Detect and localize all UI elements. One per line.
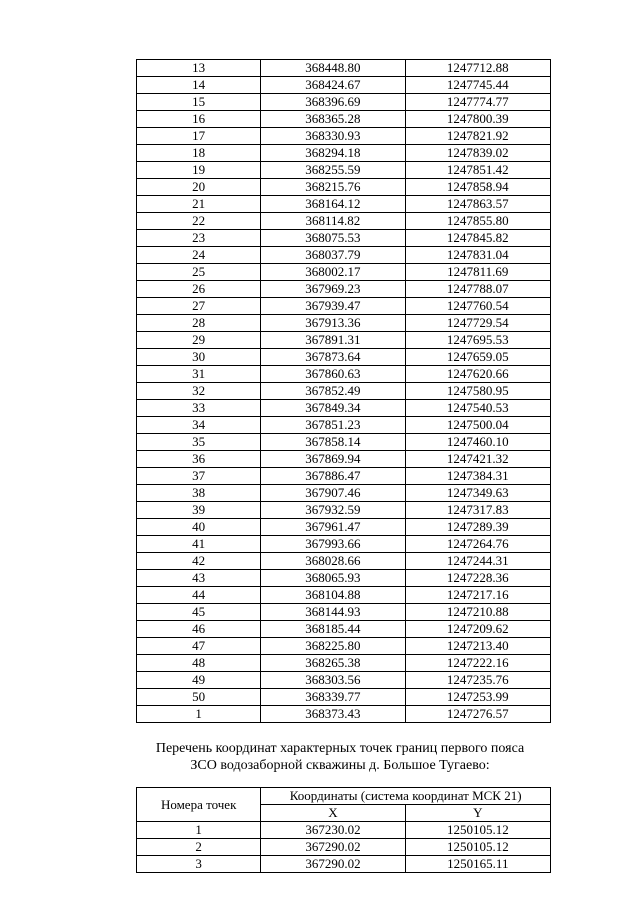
point-number-cell: 3	[137, 856, 261, 873]
y-coordinate-cell: 1247821.92	[405, 128, 550, 145]
point-number-cell: 24	[137, 247, 261, 264]
x-coordinate-cell: 368294.18	[261, 145, 405, 162]
y-coordinate-cell: 1247774.77	[405, 94, 550, 111]
point-number-cell: 43	[137, 570, 261, 587]
x-coordinate-cell: 367891.31	[261, 332, 405, 349]
table-row	[137, 417, 551, 434]
x-coordinate-cell: 368265.38	[261, 655, 405, 672]
y-coordinate-cell: 1250165.11	[405, 856, 550, 873]
table-row	[137, 451, 551, 468]
y-coordinate-cell: 1247620.66	[405, 366, 550, 383]
header-x: X	[261, 805, 405, 822]
point-number-cell: 39	[137, 502, 261, 519]
x-coordinate-cell: 368339.77	[261, 689, 405, 706]
point-number-cell: 23	[137, 230, 261, 247]
x-coordinate-cell: 368365.28	[261, 111, 405, 128]
y-coordinate-cell: 1247851.42	[405, 162, 550, 179]
y-coordinate-cell: 1247811.69	[405, 264, 550, 281]
y-coordinate-cell: 1247253.99	[405, 689, 550, 706]
table-row	[137, 162, 551, 179]
y-coordinate-cell: 1247845.82	[405, 230, 550, 247]
y-coordinate-cell: 1247760.54	[405, 298, 550, 315]
x-coordinate-cell: 367939.47	[261, 298, 405, 315]
x-coordinate-cell: 368373.43	[261, 706, 405, 723]
y-coordinate-cell: 1247540.53	[405, 400, 550, 417]
table-row	[137, 638, 551, 655]
coordinates-table-body	[137, 60, 551, 723]
y-coordinate-cell: 1247460.10	[405, 434, 550, 451]
y-coordinate-cell: 1247839.02	[405, 145, 550, 162]
x-coordinate-cell: 367851.23	[261, 417, 405, 434]
y-coordinate-cell: 1247831.04	[405, 247, 550, 264]
table-row	[137, 111, 551, 128]
point-number-cell: 15	[137, 94, 261, 111]
first-zone-table-body	[137, 822, 551, 873]
table-row	[137, 213, 551, 230]
point-number-cell: 48	[137, 655, 261, 672]
header-point-numbers: Номера точек	[137, 788, 261, 822]
y-coordinate-cell: 1247788.07	[405, 281, 550, 298]
x-coordinate-cell: 367849.34	[261, 400, 405, 417]
point-number-cell: 46	[137, 621, 261, 638]
point-number-cell: 49	[137, 672, 261, 689]
table-row	[137, 536, 551, 553]
x-coordinate-cell: 367852.49	[261, 383, 405, 400]
y-coordinate-cell: 1247421.32	[405, 451, 550, 468]
point-number-cell: 26	[137, 281, 261, 298]
table-row	[137, 264, 551, 281]
header-coordinates-system: Координаты (система координат МСК 21)	[261, 788, 551, 805]
x-coordinate-cell: 368065.93	[261, 570, 405, 587]
table-row	[137, 77, 551, 94]
x-coordinate-cell: 367961.47	[261, 519, 405, 536]
x-coordinate-cell: 367860.63	[261, 366, 405, 383]
point-number-cell: 2	[137, 839, 261, 856]
x-coordinate-cell: 367290.02	[261, 839, 405, 856]
table-row	[137, 281, 551, 298]
point-number-cell: 32	[137, 383, 261, 400]
point-number-cell: 27	[137, 298, 261, 315]
table-row	[137, 298, 551, 315]
y-coordinate-cell: 1247349.63	[405, 485, 550, 502]
y-coordinate-cell: 1247289.39	[405, 519, 550, 536]
point-number-cell: 25	[137, 264, 261, 281]
point-number-cell: 50	[137, 689, 261, 706]
y-coordinate-cell: 1247745.44	[405, 77, 550, 94]
table-row	[137, 434, 551, 451]
point-number-cell: 17	[137, 128, 261, 145]
x-coordinate-cell: 367993.66	[261, 536, 405, 553]
y-coordinate-cell: 1247863.57	[405, 196, 550, 213]
y-coordinate-cell: 1247500.04	[405, 417, 550, 434]
x-coordinate-cell: 367873.64	[261, 349, 405, 366]
point-number-cell: 22	[137, 213, 261, 230]
table-row	[137, 621, 551, 638]
x-coordinate-cell: 368075.53	[261, 230, 405, 247]
y-coordinate-cell: 1247384.31	[405, 468, 550, 485]
table-row	[137, 366, 551, 383]
y-coordinate-cell: 1247228.36	[405, 570, 550, 587]
table-row	[137, 247, 551, 264]
table-row	[137, 839, 551, 856]
x-coordinate-cell: 367907.46	[261, 485, 405, 502]
table-row	[137, 822, 551, 839]
point-number-cell: 18	[137, 145, 261, 162]
point-number-cell: 40	[137, 519, 261, 536]
point-number-cell: 47	[137, 638, 261, 655]
y-coordinate-cell: 1247855.80	[405, 213, 550, 230]
y-coordinate-cell: 1247695.53	[405, 332, 550, 349]
x-coordinate-cell: 368215.76	[261, 179, 405, 196]
table-row	[137, 485, 551, 502]
point-number-cell: 19	[137, 162, 261, 179]
x-coordinate-cell: 367886.47	[261, 468, 405, 485]
table-row	[137, 519, 551, 536]
point-number-cell: 37	[137, 468, 261, 485]
point-number-cell: 30	[137, 349, 261, 366]
point-number-cell: 13	[137, 60, 261, 77]
y-coordinate-cell: 1247800.39	[405, 111, 550, 128]
table-row	[137, 570, 551, 587]
table-row	[137, 689, 551, 706]
caption-line-2: ЗСО водозаборной скважины д. Большое Тугаево:	[190, 758, 490, 773]
x-coordinate-cell: 368114.82	[261, 213, 405, 230]
section-caption	[130, 740, 550, 774]
x-coordinate-cell: 368185.44	[261, 621, 405, 638]
table-row	[137, 145, 551, 162]
x-coordinate-cell: 368448.80	[261, 60, 405, 77]
y-coordinate-cell: 1247209.62	[405, 621, 550, 638]
x-coordinate-cell: 368037.79	[261, 247, 405, 264]
table-row	[137, 400, 551, 417]
point-number-cell: 36	[137, 451, 261, 468]
y-coordinate-cell: 1247659.05	[405, 349, 550, 366]
y-coordinate-cell: 1247712.88	[405, 60, 550, 77]
table-row	[137, 332, 551, 349]
x-coordinate-cell: 367230.02	[261, 822, 405, 839]
table-row	[137, 655, 551, 672]
point-number-cell: 35	[137, 434, 261, 451]
first-zone-coordinates-table	[136, 787, 551, 873]
x-coordinate-cell: 368255.59	[261, 162, 405, 179]
point-number-cell: 14	[137, 77, 261, 94]
coordinates-table-continued	[136, 59, 551, 723]
point-number-cell: 34	[137, 417, 261, 434]
y-coordinate-cell: 1247235.76	[405, 672, 550, 689]
table-row	[137, 706, 551, 723]
point-number-cell: 44	[137, 587, 261, 604]
y-coordinate-cell: 1247213.40	[405, 638, 550, 655]
x-coordinate-cell: 367869.94	[261, 451, 405, 468]
table-row	[137, 468, 551, 485]
y-coordinate-cell: 1247217.16	[405, 587, 550, 604]
point-number-cell: 41	[137, 536, 261, 553]
point-number-cell: 31	[137, 366, 261, 383]
x-coordinate-cell: 367932.59	[261, 502, 405, 519]
y-coordinate-cell: 1247264.76	[405, 536, 550, 553]
y-coordinate-cell: 1247858.94	[405, 179, 550, 196]
header-y: Y	[405, 805, 550, 822]
x-coordinate-cell: 368164.12	[261, 196, 405, 213]
table-row	[137, 553, 551, 570]
x-coordinate-cell: 368028.66	[261, 553, 405, 570]
table-row	[137, 196, 551, 213]
x-coordinate-cell: 368330.93	[261, 128, 405, 145]
caption-line-1: Перечень координат характерных точек границ первого пояса	[155, 741, 525, 756]
table-row	[137, 604, 551, 621]
point-number-cell: 1	[137, 706, 261, 723]
point-number-cell: 42	[137, 553, 261, 570]
table-row	[137, 128, 551, 145]
point-number-cell: 21	[137, 196, 261, 213]
table-row	[137, 502, 551, 519]
point-number-cell: 20	[137, 179, 261, 196]
y-coordinate-cell: 1247317.83	[405, 502, 550, 519]
y-coordinate-cell: 1247222.16	[405, 655, 550, 672]
first-zone-table-header	[137, 788, 551, 822]
point-number-cell: 28	[137, 315, 261, 332]
point-number-cell: 33	[137, 400, 261, 417]
table-row	[137, 60, 551, 77]
y-coordinate-cell: 1250105.12	[405, 822, 550, 839]
table-row	[137, 383, 551, 400]
point-number-cell: 29	[137, 332, 261, 349]
y-coordinate-cell: 1250105.12	[405, 839, 550, 856]
x-coordinate-cell: 368144.93	[261, 604, 405, 621]
x-coordinate-cell: 367969.23	[261, 281, 405, 298]
table-row	[137, 315, 551, 332]
table-row	[137, 230, 551, 247]
y-coordinate-cell: 1247580.95	[405, 383, 550, 400]
x-coordinate-cell: 368002.17	[261, 264, 405, 281]
x-coordinate-cell: 368303.56	[261, 672, 405, 689]
point-number-cell: 45	[137, 604, 261, 621]
table-row	[137, 349, 551, 366]
x-coordinate-cell: 367913.36	[261, 315, 405, 332]
y-coordinate-cell: 1247729.54	[405, 315, 550, 332]
x-coordinate-cell: 368225.80	[261, 638, 405, 655]
y-coordinate-cell: 1247276.57	[405, 706, 550, 723]
x-coordinate-cell: 368396.69	[261, 94, 405, 111]
table-row	[137, 587, 551, 604]
point-number-cell: 1	[137, 822, 261, 839]
x-coordinate-cell: 367858.14	[261, 434, 405, 451]
x-coordinate-cell: 367290.02	[261, 856, 405, 873]
x-coordinate-cell: 368104.88	[261, 587, 405, 604]
y-coordinate-cell: 1247244.31	[405, 553, 550, 570]
table-row	[137, 94, 551, 111]
table-row	[137, 856, 551, 873]
table-row	[137, 179, 551, 196]
point-number-cell: 38	[137, 485, 261, 502]
x-coordinate-cell: 368424.67	[261, 77, 405, 94]
point-number-cell: 16	[137, 111, 261, 128]
table-row	[137, 672, 551, 689]
y-coordinate-cell: 1247210.88	[405, 604, 550, 621]
